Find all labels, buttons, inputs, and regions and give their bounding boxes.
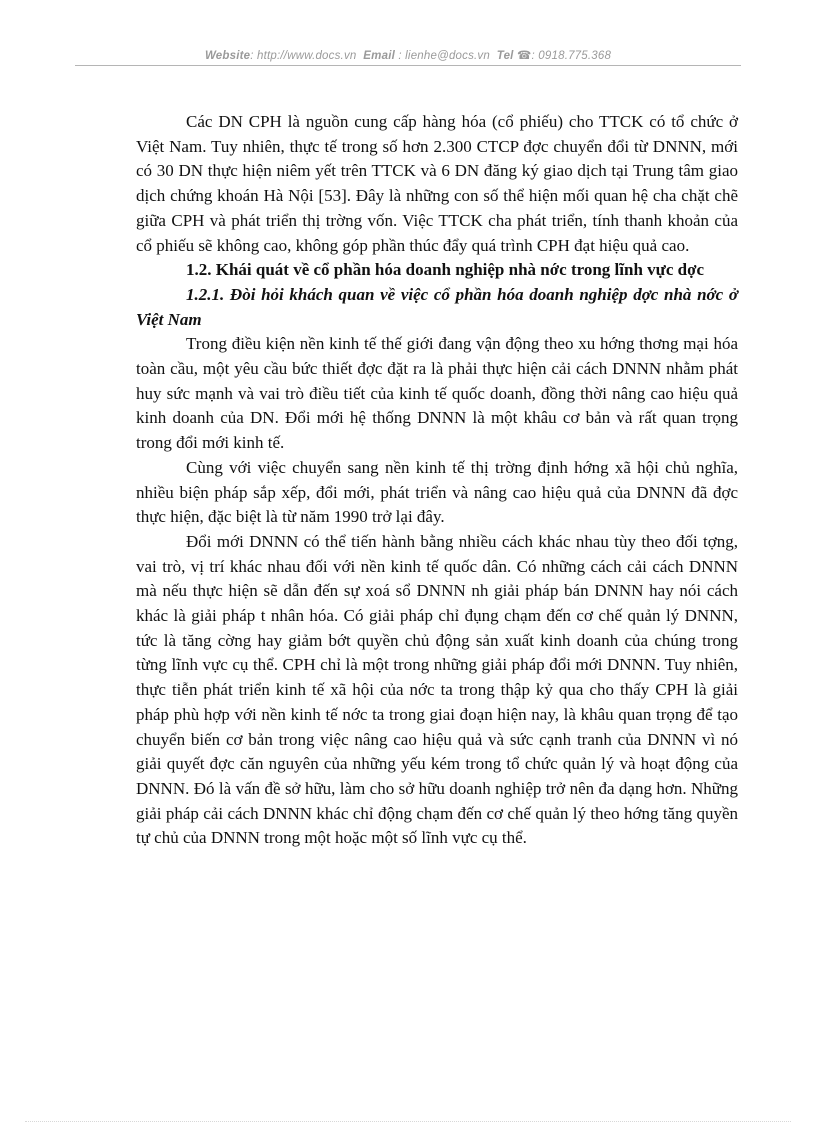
phone-icon: ☎ — [516, 50, 532, 62]
subsection-heading: 1.2.1. Đòi hỏi khách quan về việc cổ phần hóa doanh nghiệp dợc nhà nớc ở Việt Nam — [136, 284, 738, 329]
section-heading: 1.2. Khái quát về cổ phần hóa doanh nghiệp nhà nớc trong lĩnh vực dợc — [186, 260, 705, 280]
paragraph-2: Trong điều kiện nền kinh tế thế giới đang vận động theo xu hớng thơng mại hóa toàn cầu, một yêu cầu bức thiết đợc đặt ra là phải thực hiện cải cách DNNN nhằm phát huy sức mạnh và vai trò điều tiết của kinh tế quốc doanh, đồng thời nâng cao hiệu quả kinh doanh của DN. Đổi mới hệ thống DNNN là một khâu cơ bản và rất quan trọng trong đổi mới kinh tế. — [136, 334, 738, 453]
tel-value: : 0918.775.368 — [531, 50, 612, 62]
paragraph-1: Các DN CPH là nguồn cung cấp hàng hóa (cổ phiếu) cho TTCK có tổ chức ở Việt Nam. Tuy nhiên, thực tế trong số hơn 2.300 CTCP đợc chuyển đổi từ DNNN, mới có 30 DN thực hiện niêm yết trên TTCK và 6 DN đăng ký giao dịch tại Trung tâm giao dịch chứng khoán Hà Nội [53]. Đây là những con số thể hiện mối quan hệ cha chặt chẽ giữa CPH và phát triển thị trờng vốn. Việc TTCK cha phát triển, tính thanh khoản của cổ phiếu sẽ không cao, không góp phần thúc đẩy quá trình CPH đạt hiệu quả cao. — [136, 112, 738, 255]
tel-label: Tel — [496, 50, 514, 62]
footer-divider — [25, 1121, 791, 1122]
header-divider — [75, 65, 741, 66]
document-body — [136, 110, 738, 851]
paragraph-3: Cùng với việc chuyển sang nền kinh tế thị trờng định hớng xã hội chủ nghĩa, nhiều biện pháp sắp xếp, đổi mới, phát triển và nâng cao hiệu quả của DNNN đã đợc thực hiện, đặc biệt là từ năm 1990 trở lại đây. — [136, 457, 738, 527]
email-label: Email — [363, 50, 395, 62]
website-label: Website — [204, 50, 251, 62]
page-header — [75, 48, 741, 62]
paragraph-4: Đổi mới DNNN có thể tiến hành bằng nhiều cách khác nhau tùy theo đối tợng, vai trò, vị trí khác nhau đối với nền kinh tế quốc dân. Có những cách cải cách DNNN mà nếu thực hiện sẽ dẫn đến sự xoá sổ DNNN nh giải pháp bán DNNN hay nói cách khác là giải pháp t nhân hóa. Có giải pháp chỉ đụng chạm đến cơ chế quản lý DNNN, tức là tăng cờng hay giảm bớt quyền chủ động sản xuất kinh doanh của chúng trong từng lĩnh vực cụ thể. CPH chỉ là một trong những giải pháp đổi mới DNNN. Tuy nhiên, thực tiễn phát triển kinh tế xã hội của nớc ta trong thập kỷ qua cho thấy CPH là giải pháp phù hợp với nền kinh tế nớc ta trong giai đoạn hiện nay, là khâu quan trọng để tạo chuyển biến cơ bản trong việc nâng cao hiệu quả và sức cạnh tranh của DNNN vì nó giải quyết đợc căn nguyên của những yếu kém trong tổ chức quản lý và hoạt động của DNNN. Đó là vấn đề sở hữu, làm cho sở hữu doanh nghiệp trở nên đa dạng hơn. Những giải pháp cải cách DNNN khác chỉ động chạm đến cơ chế quản lý theo hớng tăng quyền tự chủ của DNNN trong một hoặc một số lĩnh vực cụ thể. — [136, 531, 738, 848]
email-value: : lienhe@docs.vn — [398, 50, 490, 62]
website-value: : http://www.docs.vn — [250, 50, 357, 62]
